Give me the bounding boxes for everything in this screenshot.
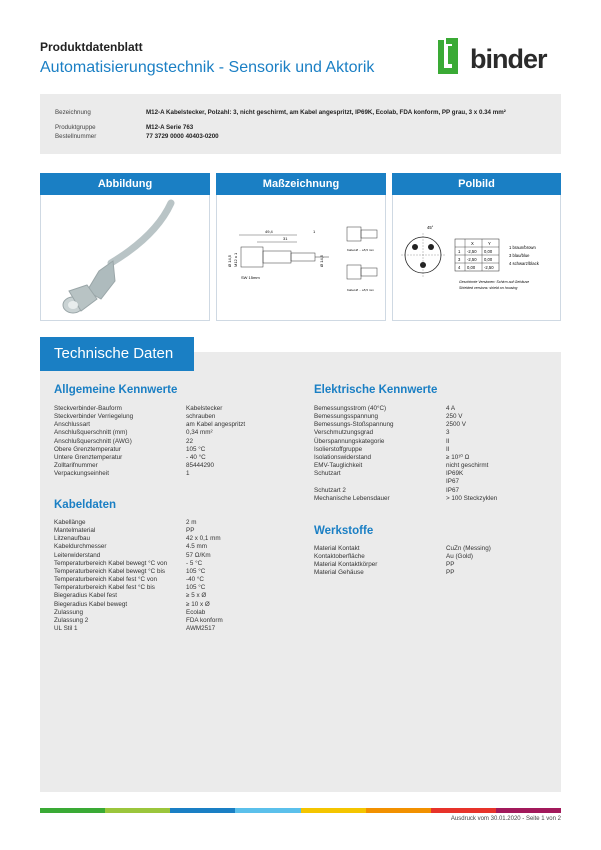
- spec-label: Bemessungs-Stoßspannung: [314, 421, 394, 429]
- spec-label: Biegeradius Kabel fest: [54, 592, 118, 600]
- spec-row: [54, 617, 223, 625]
- pin-legend: 4 schwarz/black: [509, 261, 539, 266]
- ident-value: 77 3729 0000 40403-0200: [146, 133, 219, 140]
- pin-table-cell: -2,50: [467, 257, 477, 262]
- spec-value: > 100 Steckzyklen: [446, 494, 498, 502]
- section-title-general: Allgemeine Kennwerte: [54, 384, 178, 396]
- color-stripe-segment: [40, 808, 105, 813]
- spec-label: Kabellänge: [54, 519, 86, 526]
- spec-value: 4.5 mm: [186, 543, 207, 551]
- spec-row: [314, 545, 491, 553]
- spec-label: Material Gehäuse: [314, 569, 364, 577]
- spec-value: 105 °C: [186, 584, 206, 592]
- spec-label: Mantelmaterial: [54, 527, 96, 535]
- spec-value: II: [446, 445, 450, 453]
- spec-label: Schutzart 2: [314, 486, 346, 494]
- spec-value: II: [446, 437, 450, 445]
- tab-abbildung[interactable]: Abbildung: [40, 173, 210, 195]
- spec-row: [314, 446, 497, 454]
- spec-label: [314, 478, 446, 486]
- general-specs-list: [54, 405, 245, 478]
- color-stripe-segment: [366, 808, 431, 813]
- spec-row: [54, 543, 223, 551]
- doc-kicker: Produktdatenblatt: [40, 40, 143, 54]
- dim-label: Kabel-Ø ... ≤5,5 mm: [347, 248, 374, 252]
- color-stripe-segment: [235, 808, 300, 813]
- spec-value: schrauben: [186, 413, 216, 421]
- pin-legend: 1 braun/brown: [509, 245, 536, 250]
- color-stripe-segment: [431, 808, 496, 813]
- spec-label: Verpackungseinheit: [54, 470, 109, 478]
- spec-value: 42 x 0,1 mm: [186, 535, 221, 543]
- pin-table-cell: -2,50: [467, 249, 477, 254]
- spec-label: Temperaturbereich Kabel bewegt °C von: [54, 559, 168, 567]
- spec-row: [54, 413, 245, 421]
- spec-row: [54, 470, 245, 478]
- spec-value: 57 Ω/Km: [186, 551, 211, 559]
- spec-value: Kabelstecker: [186, 405, 223, 412]
- spec-value: am Kabel angespritzt: [186, 421, 246, 429]
- spec-row: [314, 413, 497, 421]
- spec-value: PP: [446, 561, 455, 569]
- dim-label: SW 15mm: [241, 275, 260, 280]
- dim-label: Kabel-Ø ... ≤5,5 mm: [347, 288, 374, 292]
- spec-value: PP: [446, 569, 455, 577]
- spec-label: Überspannungskategorie: [314, 437, 385, 445]
- cable-specs-list: [54, 519, 223, 633]
- spec-row: [54, 592, 223, 600]
- dimension-drawing: [217, 195, 385, 319]
- spec-row: [314, 470, 497, 478]
- ident-label: Bestellnummer: [55, 133, 97, 140]
- spec-row: [54, 421, 245, 429]
- spec-label: Temperaturbereich Kabel bewegt °C bis: [54, 567, 166, 575]
- pin-table-cell: 4: [458, 265, 461, 270]
- spec-label: Kabeldurchmesser: [54, 543, 107, 551]
- spec-row: [314, 462, 497, 470]
- spec-row: [54, 560, 223, 568]
- spec-label: Zolltarifnummer: [54, 462, 98, 470]
- binder-logo-text: binder: [470, 44, 547, 74]
- spec-row: [54, 454, 245, 462]
- spec-label: Material Kontaktkörper: [314, 561, 378, 569]
- cable-connector-image: [41, 195, 209, 319]
- pin-note: Shielded versions: shield on housing: [459, 286, 518, 290]
- electrical-specs-list: [314, 405, 497, 503]
- spec-value: nicht geschirmt: [446, 462, 489, 470]
- dim-label: 31: [283, 236, 288, 241]
- color-stripe-segment: [496, 808, 561, 813]
- spec-value: IP67: [446, 486, 459, 494]
- ident-value: M12-A Kabelstecker, Polzahl: 3, nicht geschirmt, am Kabel angespritzt, IP69K, Ecolab, FDA konform, PP grau, 3 x 0.34 mm²: [146, 109, 506, 116]
- spec-label: Material Kontakt: [314, 545, 360, 552]
- spec-row: [54, 535, 223, 543]
- spec-row: [54, 462, 245, 470]
- spec-value: IP67: [446, 478, 459, 486]
- pin-diagram: [393, 195, 560, 319]
- pin-table-cell: 3: [458, 257, 461, 262]
- dim-label: 1: [313, 229, 316, 234]
- spec-value: Ecolab: [186, 608, 206, 616]
- spec-row: [54, 552, 223, 560]
- spec-label: Bemessungsspannung: [314, 413, 379, 421]
- color-stripe: [40, 808, 561, 813]
- spec-label: Temperaturbereich Kabel fest °C von: [54, 576, 157, 584]
- spec-row: [54, 438, 245, 446]
- spec-label: Litzenaufbau: [54, 535, 91, 543]
- product-image-panel: [40, 195, 210, 321]
- dim-label: M12 x 1: [233, 252, 238, 267]
- tab-polbild[interactable]: Polbild: [392, 173, 561, 195]
- spec-value: ≥ 5 x Ø: [186, 592, 207, 600]
- spec-row: [314, 429, 497, 437]
- spec-value: 1: [186, 470, 190, 478]
- print-footer: Ausdruck vom 30.01.2020 - Seite 1 von 2: [450, 816, 561, 822]
- spec-value: 85444290: [186, 462, 215, 470]
- spec-row: [314, 495, 497, 503]
- pin-table: [455, 239, 499, 271]
- spec-label: Obere Grenztemperatur: [54, 445, 121, 453]
- spec-row: [54, 625, 223, 633]
- spec-value: -40 °C: [186, 576, 204, 584]
- spec-label: Steckverbinder-Bauform: [54, 405, 122, 412]
- color-stripe-segment: [301, 808, 366, 813]
- spec-label: Zulassung 2: [54, 616, 89, 624]
- spec-row: [54, 519, 223, 527]
- pin-table-cell: 0,00: [484, 249, 493, 254]
- spec-label: Schutzart: [314, 470, 341, 478]
- ident-label: Bezeichnung: [55, 109, 91, 116]
- spec-row: [54, 609, 223, 617]
- spec-row: [54, 405, 245, 413]
- spec-label: Isolierstoffgruppe: [314, 445, 363, 453]
- pin-angle: 45°: [427, 225, 434, 230]
- spec-row: [314, 561, 491, 569]
- spec-value: 22: [186, 437, 194, 445]
- spec-value: CuZn (Messing): [446, 545, 491, 552]
- spec-label: Zulassung: [54, 608, 84, 616]
- spec-value: 2 m: [186, 519, 197, 526]
- spec-row: [54, 601, 223, 609]
- spec-value: 0,34 mm²: [186, 429, 213, 437]
- color-stripe-segment: [170, 808, 235, 813]
- section-title-cable: Kabeldaten: [54, 499, 116, 511]
- spec-row: [314, 569, 491, 577]
- spec-label: Mechanische Lebensdauer: [314, 494, 390, 502]
- technical-data-heading: Technische Daten: [40, 337, 194, 371]
- dim-label: Ø 14,5: [319, 254, 324, 267]
- doc-title: Automatisierungstechnik - Sensorik und Aktorik: [40, 59, 375, 76]
- section-title-electrical: Elektrische Kennwerte: [314, 384, 438, 396]
- spec-row: [54, 527, 223, 535]
- spec-value: ≥ 10 x Ø: [186, 600, 210, 608]
- spec-label: Steckverbinder Verriegelung: [54, 413, 134, 421]
- spec-label: Untere Grenztemperatur: [54, 453, 123, 461]
- spec-label: Temperaturbereich Kabel fest °C bis: [54, 584, 155, 592]
- spec-label: Verschmutzungsgrad: [314, 429, 374, 437]
- identification-box: [40, 94, 561, 154]
- spec-value: 3: [446, 429, 450, 437]
- spec-value: Au (Gold): [446, 553, 473, 561]
- dim-label: 49,4: [265, 229, 273, 234]
- pin-table-cell: 0,00: [484, 257, 493, 262]
- pin-table-header: Y: [488, 241, 491, 246]
- spec-row: [314, 478, 497, 486]
- spec-row: [314, 454, 497, 462]
- materials-list: [314, 545, 491, 578]
- spec-row: [314, 405, 497, 413]
- spec-value: 105 °C: [186, 567, 206, 575]
- pin-table-cell: 1: [458, 249, 461, 254]
- spec-row: [54, 446, 245, 454]
- tab-masszeichnung[interactable]: Maßzeichnung: [216, 173, 386, 195]
- pin-legend: 3 blau/blue: [509, 253, 530, 258]
- spec-value: IP69K: [446, 470, 464, 478]
- spec-label: Isolationswiderstand: [314, 453, 372, 461]
- spec-row: [314, 553, 491, 561]
- spec-row: [314, 487, 497, 495]
- spec-value: PP: [186, 527, 195, 535]
- pin-table-cell: 0,00: [467, 265, 476, 270]
- spec-value: - 40 °C: [186, 453, 206, 461]
- spec-value: 105 °C: [186, 445, 206, 453]
- spec-value: 4 A: [446, 405, 456, 412]
- dim-label: Ø 14,5: [227, 254, 232, 267]
- spec-value: - 5 °C: [186, 559, 203, 567]
- ident-value: M12-A Serie 763: [146, 124, 194, 131]
- spec-row: [314, 421, 497, 429]
- spec-row: [54, 584, 223, 592]
- spec-label: Anschlußquerschnitt (AWG): [54, 437, 132, 445]
- color-stripe-segment: [105, 808, 170, 813]
- spec-row: [54, 429, 245, 437]
- spec-value: FDA konform: [186, 616, 223, 624]
- ident-label: Produktgruppe: [55, 124, 96, 131]
- pin-table-cell: -2,50: [484, 265, 494, 270]
- spec-row: [54, 568, 223, 576]
- dimension-drawing-panel: [216, 195, 386, 321]
- spec-label: Leiterwiderstand: [54, 551, 101, 559]
- spec-label: Kontaktoberfläche: [314, 553, 365, 561]
- spec-label: Biegeradius Kabel bewegt: [54, 600, 128, 608]
- pin-table-header: X: [471, 241, 474, 246]
- spec-row: [314, 438, 497, 446]
- spec-value: 250 V: [446, 413, 463, 421]
- spec-value: ≥ 10¹⁰ Ω: [446, 453, 470, 461]
- pin-note: Geschirmte Versionen: Schirm auf Gehäuse: [459, 280, 530, 284]
- spec-value: AWM2517: [186, 625, 216, 633]
- spec-label: Anschlussart: [54, 421, 91, 429]
- spec-label: UL Stil 1: [54, 625, 78, 633]
- pin-assignment-panel: [392, 195, 561, 321]
- section-title-materials: Werkstoffe: [314, 525, 374, 537]
- spec-label: Anschlußquerschnitt (mm): [54, 429, 128, 437]
- spec-label: EMV-Tauglichkeit: [314, 462, 363, 470]
- spec-value: 2500 V: [446, 421, 466, 429]
- spec-label: Bemessungsstrom (40°C): [314, 405, 387, 412]
